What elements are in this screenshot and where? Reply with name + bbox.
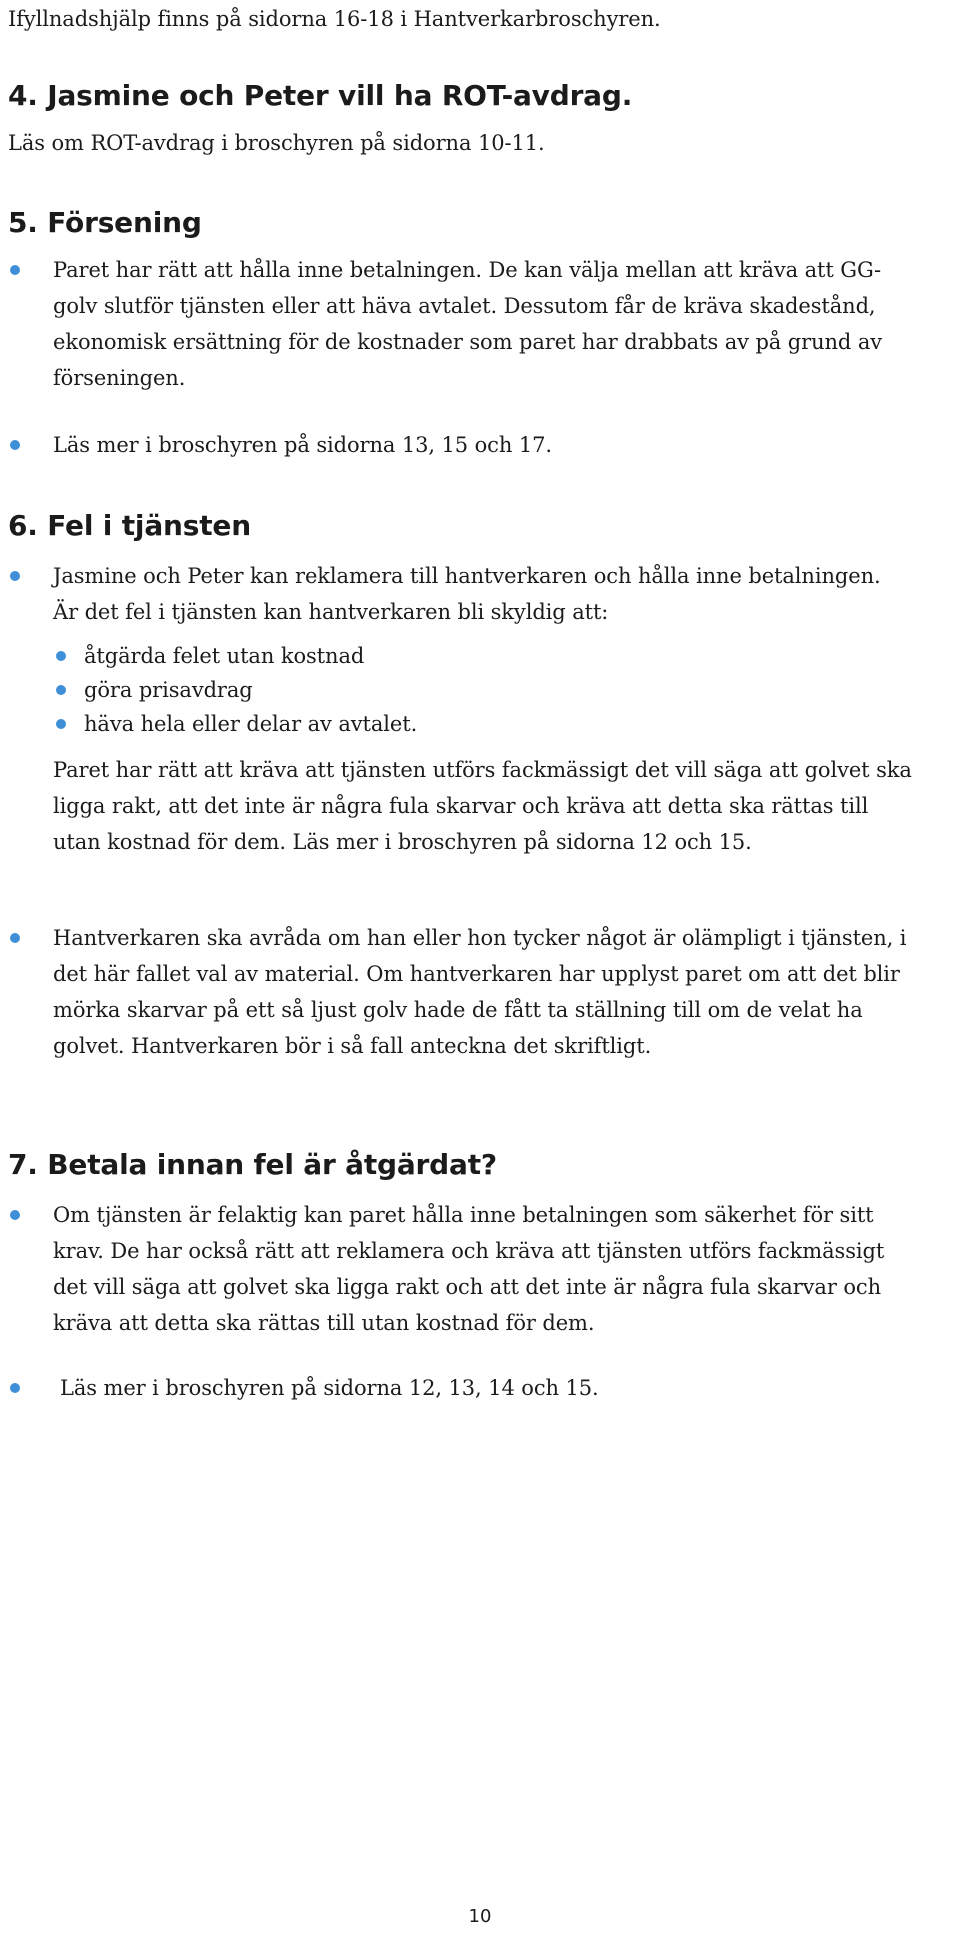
intro-text: Ifyllnadshjälp finns på sidorna 16-18 i Hantverkarbroschyren.	[8, 7, 661, 31]
section-6-paragraph: Paret har rätt att kräva att tjänsten utförs fackmässigt det vill säga att golvet ska ligga rakt, att det inte är några fula skarvar och kräva att detta ska rättas till utan kostnad för dem. Läs mer i broschyren på sidorna 12 och 15.	[53, 758, 912, 854]
bullet-text: Om tjänsten är felaktig kan paret hålla inne betalningen som säkerhet för sitt krav. De har också rätt att reklamera och kräva att tjänsten utförs fackmässigt det vill säga att golvet ska ligga rakt och att det inte är några fula skarvar och kräva att detta ska rättas till utan kostnad för dem.	[53, 1203, 885, 1335]
section-5-heading: 5. Försening	[8, 206, 202, 239]
bullet-text: Läs mer i broschyren på sidorna 13, 15 och 17.	[53, 433, 552, 457]
bullet-text: Hantverkaren ska avråda om han eller hon tycker något är olämpligt i tjänsten, i det här fallet val av material. Om hantverkaren har upplyst paret om att det blir mörka skarvar på ett så ljust golv hade de fått ta ställning till om de velat ha golvet. Hantverkaren bör i så fall anteckna det skriftligt.	[53, 926, 907, 1058]
section-6-heading: 6. Fel i tjänsten	[8, 509, 251, 542]
bullet-icon	[56, 685, 66, 695]
bullet-icon	[56, 719, 66, 729]
bullet-icon	[56, 651, 66, 661]
bullet-text: Läs mer i broschyren på sidorna 12, 13, 14 och 15.	[60, 1376, 599, 1400]
sub-bullet-text: häva hela eller delar av avtalet.	[84, 712, 418, 736]
bullet-icon	[10, 1383, 20, 1393]
section-4-text: Läs om ROT-avdrag i broschyren på sidorna 10-11.	[8, 131, 545, 155]
page-number: 10	[468, 1906, 492, 1927]
bullet-icon	[10, 571, 20, 581]
sub-bullet-text: åtgärda felet utan kostnad	[84, 644, 365, 668]
section-7-heading: 7. Betala innan fel är åtgärdat?	[8, 1148, 497, 1181]
section-4-heading: 4. Jasmine och Peter vill ha ROT-avdrag.	[8, 79, 633, 112]
bullet-text: Paret har rätt att hålla inne betalningen. De kan välja mellan att kräva att GG-golv slutför tjänsten eller att häva avtalet. Dessutom får de kräva skadestånd, ekonomisk ersättning för de kostnader som paret har drabbats av på grund av förseningen.	[53, 258, 883, 390]
bullet-icon	[10, 1210, 20, 1220]
sub-bullet-text: göra prisavdrag	[84, 678, 253, 702]
bullet-icon	[10, 933, 20, 943]
bullet-text: Jasmine och Peter kan reklamera till hantverkaren och hålla inne betalningen. Är det fel i tjänsten kan hantverkaren bli skyldig att:	[53, 564, 881, 624]
bullet-icon	[10, 440, 20, 450]
bullet-icon	[10, 265, 20, 275]
